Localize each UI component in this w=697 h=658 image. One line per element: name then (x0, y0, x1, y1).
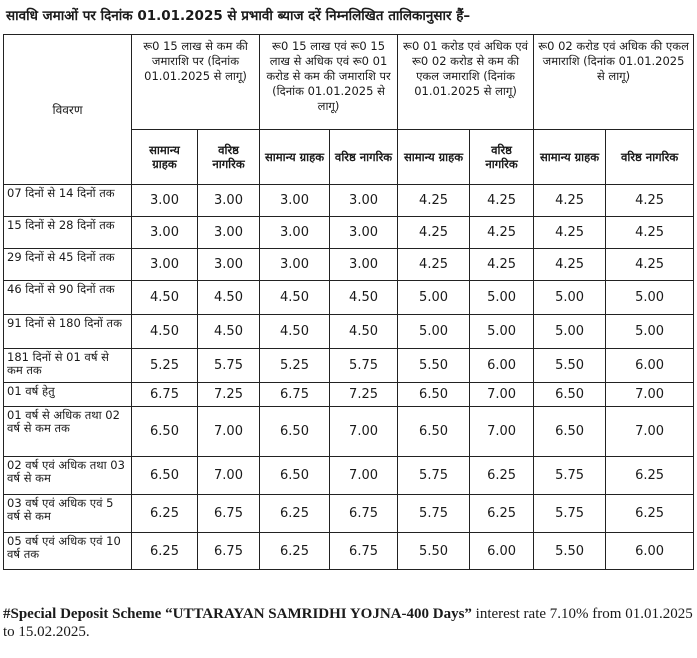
rate-cell: 4.25 (606, 249, 694, 281)
rate-cell: 7.00 (198, 407, 260, 457)
group-header-1: रू0 15 लाख से कम की जमाराशि पर (दिनांक 01.01.2025 से लागू) (132, 35, 260, 130)
rate-cell: 5.00 (606, 315, 694, 349)
rate-cell: 7.00 (330, 457, 398, 495)
table-row (4, 185, 694, 217)
group-header-2: रू0 15 लाख एवं रू0 15 लाख से अधिक एवं रू0 01 करोड से कम की जमाराशि पर (दिनांक 01.01.2025 से लागू) (260, 35, 398, 130)
rate-cell: 6.00 (606, 533, 694, 570)
rate-cell: 4.25 (398, 249, 470, 281)
rate-cell: 3.00 (132, 217, 198, 249)
rate-cell: 3.00 (198, 185, 260, 217)
rate-cell: 6.25 (470, 495, 534, 533)
rate-cell: 7.00 (198, 457, 260, 495)
rate-cell: 6.75 (260, 383, 330, 407)
rate-cell: 3.00 (260, 217, 330, 249)
rate-cell: 4.25 (606, 217, 694, 249)
rate-cell: 6.75 (198, 495, 260, 533)
rate-cell: 4.25 (534, 217, 606, 249)
rate-cell: 5.00 (470, 281, 534, 315)
rate-cell: 6.00 (470, 349, 534, 383)
rate-cell: 6.25 (470, 457, 534, 495)
rate-cell: 5.00 (398, 281, 470, 315)
rate-cell: 6.50 (132, 457, 198, 495)
footer-scheme-name: #Special Deposit Scheme “UTTARAYAN SAMRIDHI YOJNA-400 Days” (3, 606, 472, 622)
row-label: 02 वर्ष एवं अधिक तथा 03 वर्ष से कम (4, 457, 132, 495)
rate-cell: 6.50 (260, 457, 330, 495)
rate-cell: 5.00 (470, 315, 534, 349)
rate-cell: 4.50 (330, 315, 398, 349)
rate-cell: 5.25 (132, 349, 198, 383)
rate-cell: 5.75 (398, 457, 470, 495)
row-label: 05 वर्ष एवं अधिक एवं 10 वर्ष तक (4, 533, 132, 570)
rate-cell: 4.50 (260, 315, 330, 349)
rate-cell: 3.00 (330, 249, 398, 281)
rate-cell: 4.25 (606, 185, 694, 217)
rate-cell: 7.00 (606, 383, 694, 407)
rate-cell: 5.50 (534, 349, 606, 383)
rate-cell: 5.50 (398, 533, 470, 570)
rate-cell: 6.75 (330, 533, 398, 570)
rate-cell: 5.50 (398, 349, 470, 383)
rate-cell: 3.00 (330, 185, 398, 217)
sub-header-senior: वरिष्ठ नागरिक (198, 130, 260, 185)
table-row (4, 495, 694, 533)
rate-cell: 5.75 (534, 457, 606, 495)
rate-cell: 6.25 (606, 457, 694, 495)
sub-header-senior: वरिष्ठ नागरिक (470, 130, 534, 185)
rate-cell: 6.25 (260, 495, 330, 533)
row-label: 01 वर्ष हेतु (4, 383, 132, 407)
rate-cell: 7.00 (470, 383, 534, 407)
table-row (4, 407, 694, 457)
sub-header-general: सामान्य ग्राहक (260, 130, 330, 185)
sub-header-general: सामान्य ग्राहक (534, 130, 606, 185)
rate-cell: 6.50 (534, 407, 606, 457)
rate-cell: 4.25 (470, 185, 534, 217)
rate-cell: 5.75 (198, 349, 260, 383)
sub-header-general: सामान्य ग्राहक (398, 130, 470, 185)
rate-cell: 5.50 (534, 533, 606, 570)
rate-cell: 4.50 (198, 315, 260, 349)
rate-cell: 3.00 (132, 185, 198, 217)
rate-cell: 6.50 (398, 407, 470, 457)
interest-rate-table (3, 34, 694, 570)
table-row (4, 281, 694, 315)
rate-cell: 3.00 (260, 185, 330, 217)
table-row (4, 457, 694, 495)
rate-cell: 4.25 (534, 249, 606, 281)
table-row (4, 315, 694, 349)
rate-cell: 4.25 (534, 185, 606, 217)
row-label: 91 दिनों से 180 दिनों तक (4, 315, 132, 349)
rate-cell: 5.00 (534, 281, 606, 315)
rate-cell: 4.50 (330, 281, 398, 315)
rate-cell: 4.25 (470, 249, 534, 281)
label-column-header: विवरण (4, 35, 132, 185)
row-label: 46 दिनों से 90 दिनों तक (4, 281, 132, 315)
rate-cell: 6.75 (330, 495, 398, 533)
rate-cell: 5.00 (534, 315, 606, 349)
rate-cell: 5.00 (398, 315, 470, 349)
footer-rate-text: interest rate 7.10% from 01.01.2025 to 15.02.2025. (3, 606, 693, 640)
row-label: 01 वर्ष से अधिक तथा 02 वर्ष से कम तक (4, 407, 132, 457)
page-heading: सावधि जमाओं पर दिनांक 01.01.2025 से प्रभावी ब्याज दरें निम्नलिखित तालिकानुसार हैं– (6, 8, 471, 24)
table-row (4, 383, 694, 407)
rate-cell: 6.25 (132, 533, 198, 570)
rate-cell: 4.50 (132, 281, 198, 315)
rate-cell: 7.25 (198, 383, 260, 407)
rate-cell: 5.25 (260, 349, 330, 383)
rate-cell: 6.00 (606, 349, 694, 383)
table-row (4, 349, 694, 383)
rate-cell: 6.25 (260, 533, 330, 570)
rate-cell: 5.00 (606, 281, 694, 315)
rate-cell: 6.75 (132, 383, 198, 407)
rate-cell: 6.25 (606, 495, 694, 533)
row-label: 07 दिनों से 14 दिनों तक (4, 185, 132, 217)
row-label: 181 दिनों से 01 वर्ष से कम तक (4, 349, 132, 383)
table-row (4, 533, 694, 570)
rate-cell: 6.50 (398, 383, 470, 407)
rate-cell: 3.00 (330, 217, 398, 249)
rate-cell: 3.00 (198, 217, 260, 249)
row-label: 15 दिनों से 28 दिनों तक (4, 217, 132, 249)
sub-header-senior: वरिष्ठ नागरिक (330, 130, 398, 185)
rate-cell: 4.50 (132, 315, 198, 349)
table-row (4, 217, 694, 249)
footer-note (3, 605, 693, 641)
rate-cell: 6.75 (198, 533, 260, 570)
rate-cell: 5.75 (398, 495, 470, 533)
rate-cell: 4.50 (260, 281, 330, 315)
row-label: 03 वर्ष एवं अधिक एवं 5 वर्ष से कम (4, 495, 132, 533)
rate-cell: 4.50 (198, 281, 260, 315)
rate-cell: 7.00 (606, 407, 694, 457)
group-header-3: रू0 01 करोड एवं अधिक एवं रू0 02 करोड से कम की एकल जमाराशि (दिनांक 01.01.2025 से लागू) (398, 35, 534, 130)
rate-cell: 3.00 (132, 249, 198, 281)
rate-cell: 7.00 (470, 407, 534, 457)
rate-cell: 3.00 (198, 249, 260, 281)
rate-cell: 4.25 (398, 185, 470, 217)
rate-cell: 5.75 (330, 349, 398, 383)
rate-cell: 5.75 (534, 495, 606, 533)
rate-cell: 3.00 (260, 249, 330, 281)
rate-cell: 7.25 (330, 383, 398, 407)
rate-cell: 6.25 (132, 495, 198, 533)
rate-cell: 6.00 (470, 533, 534, 570)
row-label: 29 दिनों से 45 दिनों तक (4, 249, 132, 281)
rate-cell: 4.25 (470, 217, 534, 249)
rate-cell: 4.25 (398, 217, 470, 249)
sub-header-senior: वरिष्ठ नागरिक (606, 130, 694, 185)
sub-header-general: सामान्य ग्राहक (132, 130, 198, 185)
rate-cell: 6.50 (132, 407, 198, 457)
table-row (4, 249, 694, 281)
group-header-4: रू0 02 करोड एवं अधिक की एकल जमाराशि (दिनांक 01.01.2025 से लागू) (534, 35, 694, 130)
rate-cell: 6.50 (260, 407, 330, 457)
rate-cell: 7.00 (330, 407, 398, 457)
rate-cell: 6.50 (534, 383, 606, 407)
